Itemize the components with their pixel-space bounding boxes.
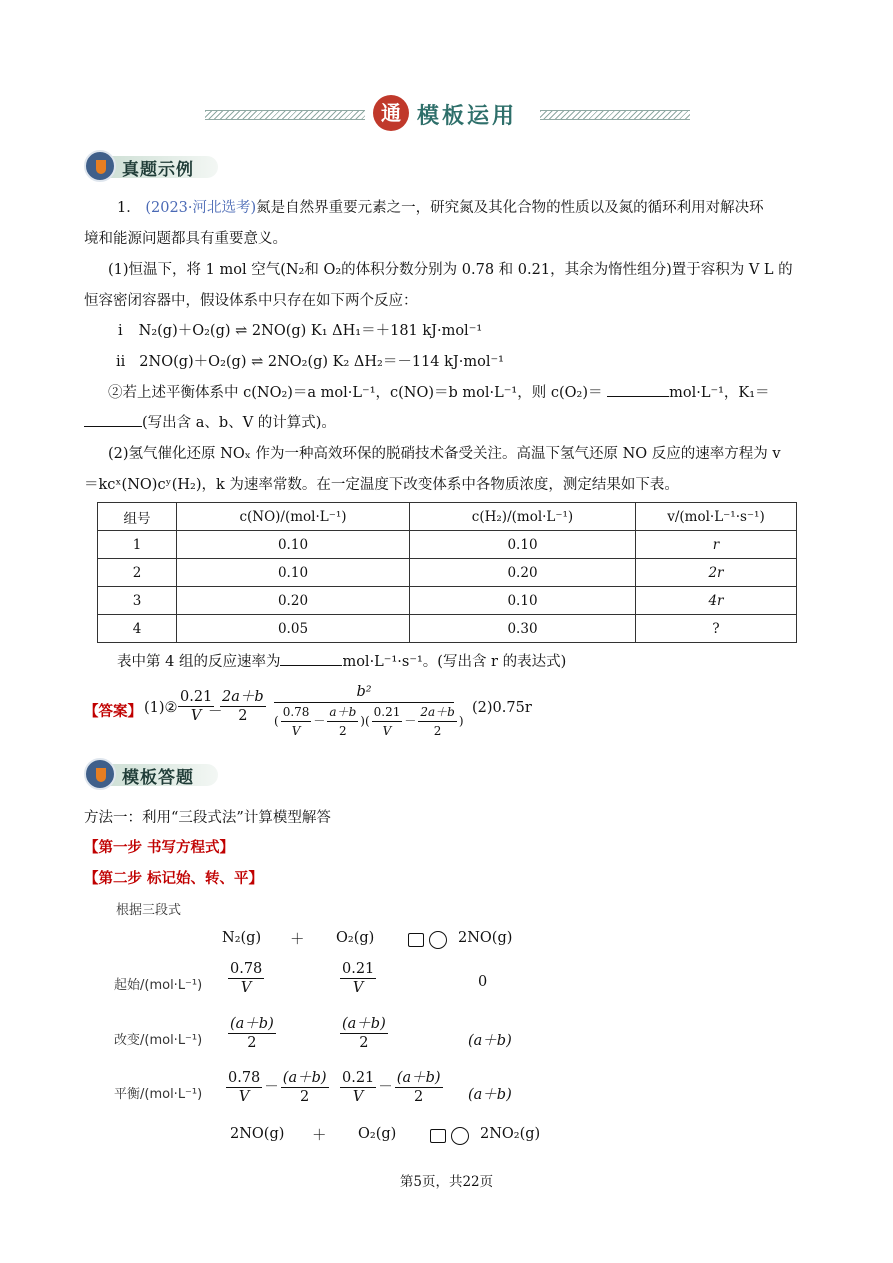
k1-fraction: b² ( $\frac{0.78}{V}$ － $\frac{a+b}{2}$ )( $\frac{0.21}{V}$ － $\frac{2a+b}{2}$ ) bbox=[274, 684, 464, 738]
table-cell: 2 bbox=[98, 559, 177, 587]
question-source: (2023·河北选考) bbox=[145, 200, 257, 216]
reaction-i: i N₂(g)＋O₂(g) ⇌ 2NO(g) K₁ ΔH₁＝＋181 kJ·mol⁻¹ bbox=[118, 323, 483, 339]
table-header: c(H₂)/(mol·L⁻¹) bbox=[410, 503, 636, 531]
answer-label: 【答案】 bbox=[84, 703, 142, 720]
equilibrium-arrow-icon bbox=[408, 931, 447, 949]
section-heading-template: 模板答题 bbox=[84, 758, 244, 792]
page-footer: 第5页，共22页 bbox=[399, 1174, 494, 1190]
table-header: 组号 bbox=[98, 503, 177, 531]
table-cell: 0.20 bbox=[410, 559, 636, 587]
step2-label: 【第二步 标记始、转、平】 bbox=[84, 870, 264, 887]
species-label: O₂(g) bbox=[358, 1126, 397, 1142]
table-header-row bbox=[98, 503, 797, 531]
row-label-change: 改变/(mol·L⁻¹) bbox=[114, 1033, 203, 1048]
part1-question2: ②若上述平衡体系中 c(NO₂)＝a mol·L⁻¹，c(NO)＝b mol·L⁻¹，则 c(O₂)＝ mol·L⁻¹，K₁＝ bbox=[108, 385, 770, 401]
part2-question: 表中第 4 组的反应速率为 mol·L⁻¹·s⁻¹。(写出含 r 的表达式) bbox=[117, 654, 567, 670]
table-row bbox=[98, 587, 797, 615]
table-row bbox=[98, 531, 797, 559]
table-cell: 0.20 bbox=[177, 587, 410, 615]
handwritten-note: 根据三段式 bbox=[116, 903, 182, 918]
table-cell: 1 bbox=[98, 531, 177, 559]
fraction: $\frac{2a+b}{2}$ bbox=[222, 689, 264, 724]
answer-blank-rate[interactable] bbox=[280, 653, 342, 666]
table-row bbox=[98, 559, 797, 587]
answer-blank-o2[interactable] bbox=[607, 384, 669, 397]
equilibrium-arrow-icon bbox=[430, 1127, 469, 1145]
method-line: 方法一：利用“三段式法”计算模型解答 bbox=[84, 810, 331, 826]
species-label: N₂(g) bbox=[222, 930, 262, 946]
section-heading-examples: 真题示例 bbox=[84, 150, 244, 184]
answer-part2: (2)0.75r bbox=[472, 700, 532, 716]
table-cell: 4 bbox=[98, 615, 177, 643]
table-cell: 0.10 bbox=[410, 587, 636, 615]
part1-line1: (1)恒温下，将 1 mol 空气(N₂和 O₂的体积分数分别为 0.78 和 0.21，其余为惰性组分)置于容积为 V L 的 bbox=[108, 262, 793, 278]
answer-part1: (1)② bbox=[144, 700, 178, 716]
answer-blank-k1[interactable] bbox=[84, 414, 142, 427]
part1-question2-cont: (写出含 a、b、V 的计算式)。 bbox=[84, 411, 336, 432]
table-header: c(NO)/(mol·L⁻¹) bbox=[177, 503, 410, 531]
table-cell: 0.10 bbox=[177, 559, 410, 587]
table-cell: 0.10 bbox=[410, 531, 636, 559]
ice-table-2: 2NO(g) ＋ O₂(g) 2NO₂(g) bbox=[230, 1126, 541, 1144]
row-label-initial: 起始/(mol·L⁻¹) bbox=[114, 978, 203, 993]
step1-label: 【第一步 书写方程式】 bbox=[84, 839, 235, 856]
species-label: O₂(g) bbox=[336, 930, 375, 946]
table-row bbox=[98, 615, 797, 643]
fraction: $\frac{0.21}{V}$ bbox=[180, 689, 213, 724]
table-cell: 4r bbox=[636, 587, 797, 615]
question-intro-line1: 1． (2023·河北选考)氮是自然界重要元素之一，研究氮及其化合物的性质以及氮的循环利用对解决环 bbox=[117, 200, 764, 216]
part2-line2: ＝kcˣ(NO)cʸ(H₂)，k 为速率常数。在一定温度下改变体系中各物质浓度，测定结果如下表。 bbox=[84, 477, 679, 493]
table-cell: ? bbox=[636, 615, 797, 643]
banner-badge-icon: 通 bbox=[373, 95, 409, 131]
part2-line1: (2)氢气催化还原 NOₓ 作为一种高效环保的脱硝技术备受关注。高温下氢气还原 NO 反应的速率方程为 v bbox=[108, 446, 781, 462]
table-cell: r bbox=[636, 531, 797, 559]
flask-icon bbox=[84, 150, 116, 182]
rate-data-table bbox=[97, 502, 797, 643]
reaction-ii: ii 2NO(g)＋O₂(g) ⇌ 2NO₂(g) K₂ ΔH₂＝－114 kJ·mol⁻¹ bbox=[116, 354, 504, 370]
table-cell: 3 bbox=[98, 587, 177, 615]
banner-right-rule bbox=[540, 110, 690, 120]
species-label: 2NO(g) bbox=[230, 1126, 285, 1142]
species-label: 2NO₂(g) bbox=[480, 1126, 541, 1142]
question-intro-line2: 境和能源问题都具有重要意义。 bbox=[84, 231, 287, 247]
banner-title: 模板运用 bbox=[417, 104, 518, 129]
header-banner bbox=[205, 92, 690, 132]
species-label: 2NO(g) bbox=[458, 930, 513, 946]
table-header: v/(mol·L⁻¹·s⁻¹) bbox=[636, 503, 797, 531]
answer-block: 【答案】 (1)② $\frac{0.21}{V}$ － $\frac{2a+b}{2}$ b² ( $\frac{0.78}{V}$ － $\frac{a+b}{2}$ )( $\frac{0.21}{V}$ － $\frac{2a+b}{2}$ ) (2)0.75r bbox=[84, 684, 532, 738]
ice-table-1: N₂(g) ＋ O₂(g) 2NO(g) 起始/(mol·L⁻¹) $\frac{0.78}{V}$ $\frac{0.21}{V}$ 0 改变/(mol·L⁻¹) $\frac{(a+b)}{2}$ $\frac{(a+b)}{2}$ (a＋b) 平衡/(mol·L⁻¹) $\frac{0.78}{V}$ － $\frac{(a+b)}{2}$ $\frac{0.21}{V}$ － $\frac{(a+b)}{2}$ (a＋b) bbox=[114, 930, 513, 1105]
banner-left-rule bbox=[205, 110, 365, 120]
table-cell: 2r bbox=[636, 559, 797, 587]
flask-icon bbox=[84, 758, 116, 790]
table-cell: 0.30 bbox=[410, 615, 636, 643]
table-cell: 0.05 bbox=[177, 615, 410, 643]
part1-line2: 恒容密闭容器中，假设体系中只存在如下两个反应： bbox=[84, 293, 418, 309]
table-cell: 0.10 bbox=[177, 531, 410, 559]
row-label-equilibrium: 平衡/(mol·L⁻¹) bbox=[114, 1087, 203, 1102]
